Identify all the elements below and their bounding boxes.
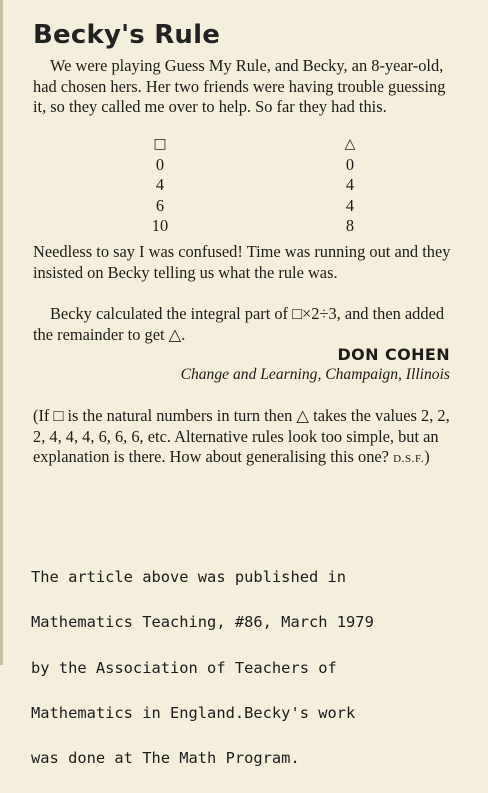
paragraph-rule: Becky calculated the integral part of □×2÷3, and then added the remainder to get △. [33, 304, 445, 344]
table-row [140, 175, 370, 196]
table-cell: 8 [345, 216, 355, 235]
footer-line: The article above was published in [31, 567, 347, 586]
page-edge [0, 0, 3, 665]
editor-initials: D.S.F. [393, 453, 425, 466]
editor-note-close: ) [424, 447, 430, 467]
table-header-row [140, 134, 370, 155]
author-affiliation: Change and Learning, Champaign, Illinois [180, 366, 450, 383]
publication-footer [31, 543, 481, 793]
table-cell: 4 [345, 195, 355, 215]
article-title: Becky's Rule [33, 20, 221, 50]
table-cell: 4 [155, 175, 165, 194]
table-cell: 0 [345, 154, 355, 174]
author-name: DON COHEN [337, 345, 450, 364]
table-cell: 6 [155, 195, 165, 215]
footer-line: Mathematics Teaching, #86, March 1979 [31, 613, 374, 632]
table-cell: 4 [345, 175, 355, 194]
footer-line: was done at The Math Program. [31, 749, 300, 768]
editor-note [33, 406, 458, 470]
footer-line: Mathematics in England.Becky's work [31, 703, 356, 722]
table-cell: 0 [155, 154, 165, 174]
paragraph-intro: We were playing Guess My Rule, and Becky, an 8-year-old, had chosen hers. Her two friends were having trouble guessing it, so they called me over to help. So far they had this. [33, 56, 446, 116]
table-row [140, 196, 370, 217]
footer-line: by the Association of Teachers of [31, 658, 337, 677]
square-symbol-header: □ [153, 136, 167, 152]
paragraph-confused: Needless to say I was confused! Time was running out and they insisted on Becky telling us what the rule was. [33, 242, 451, 282]
table-row [140, 216, 370, 237]
table-row [140, 155, 370, 176]
table-cell: 10 [151, 216, 169, 235]
triangle-symbol-header: △ [344, 136, 356, 152]
rule-table [140, 134, 370, 237]
editor-note-text: (If □ is the natural numbers in turn then △ takes the values 2, 2, 2, 4, 4, 4, 6, 6, 6, etc. Alternative rules look too simple, but an explanation is there. How about generalising this one? [33, 406, 450, 467]
